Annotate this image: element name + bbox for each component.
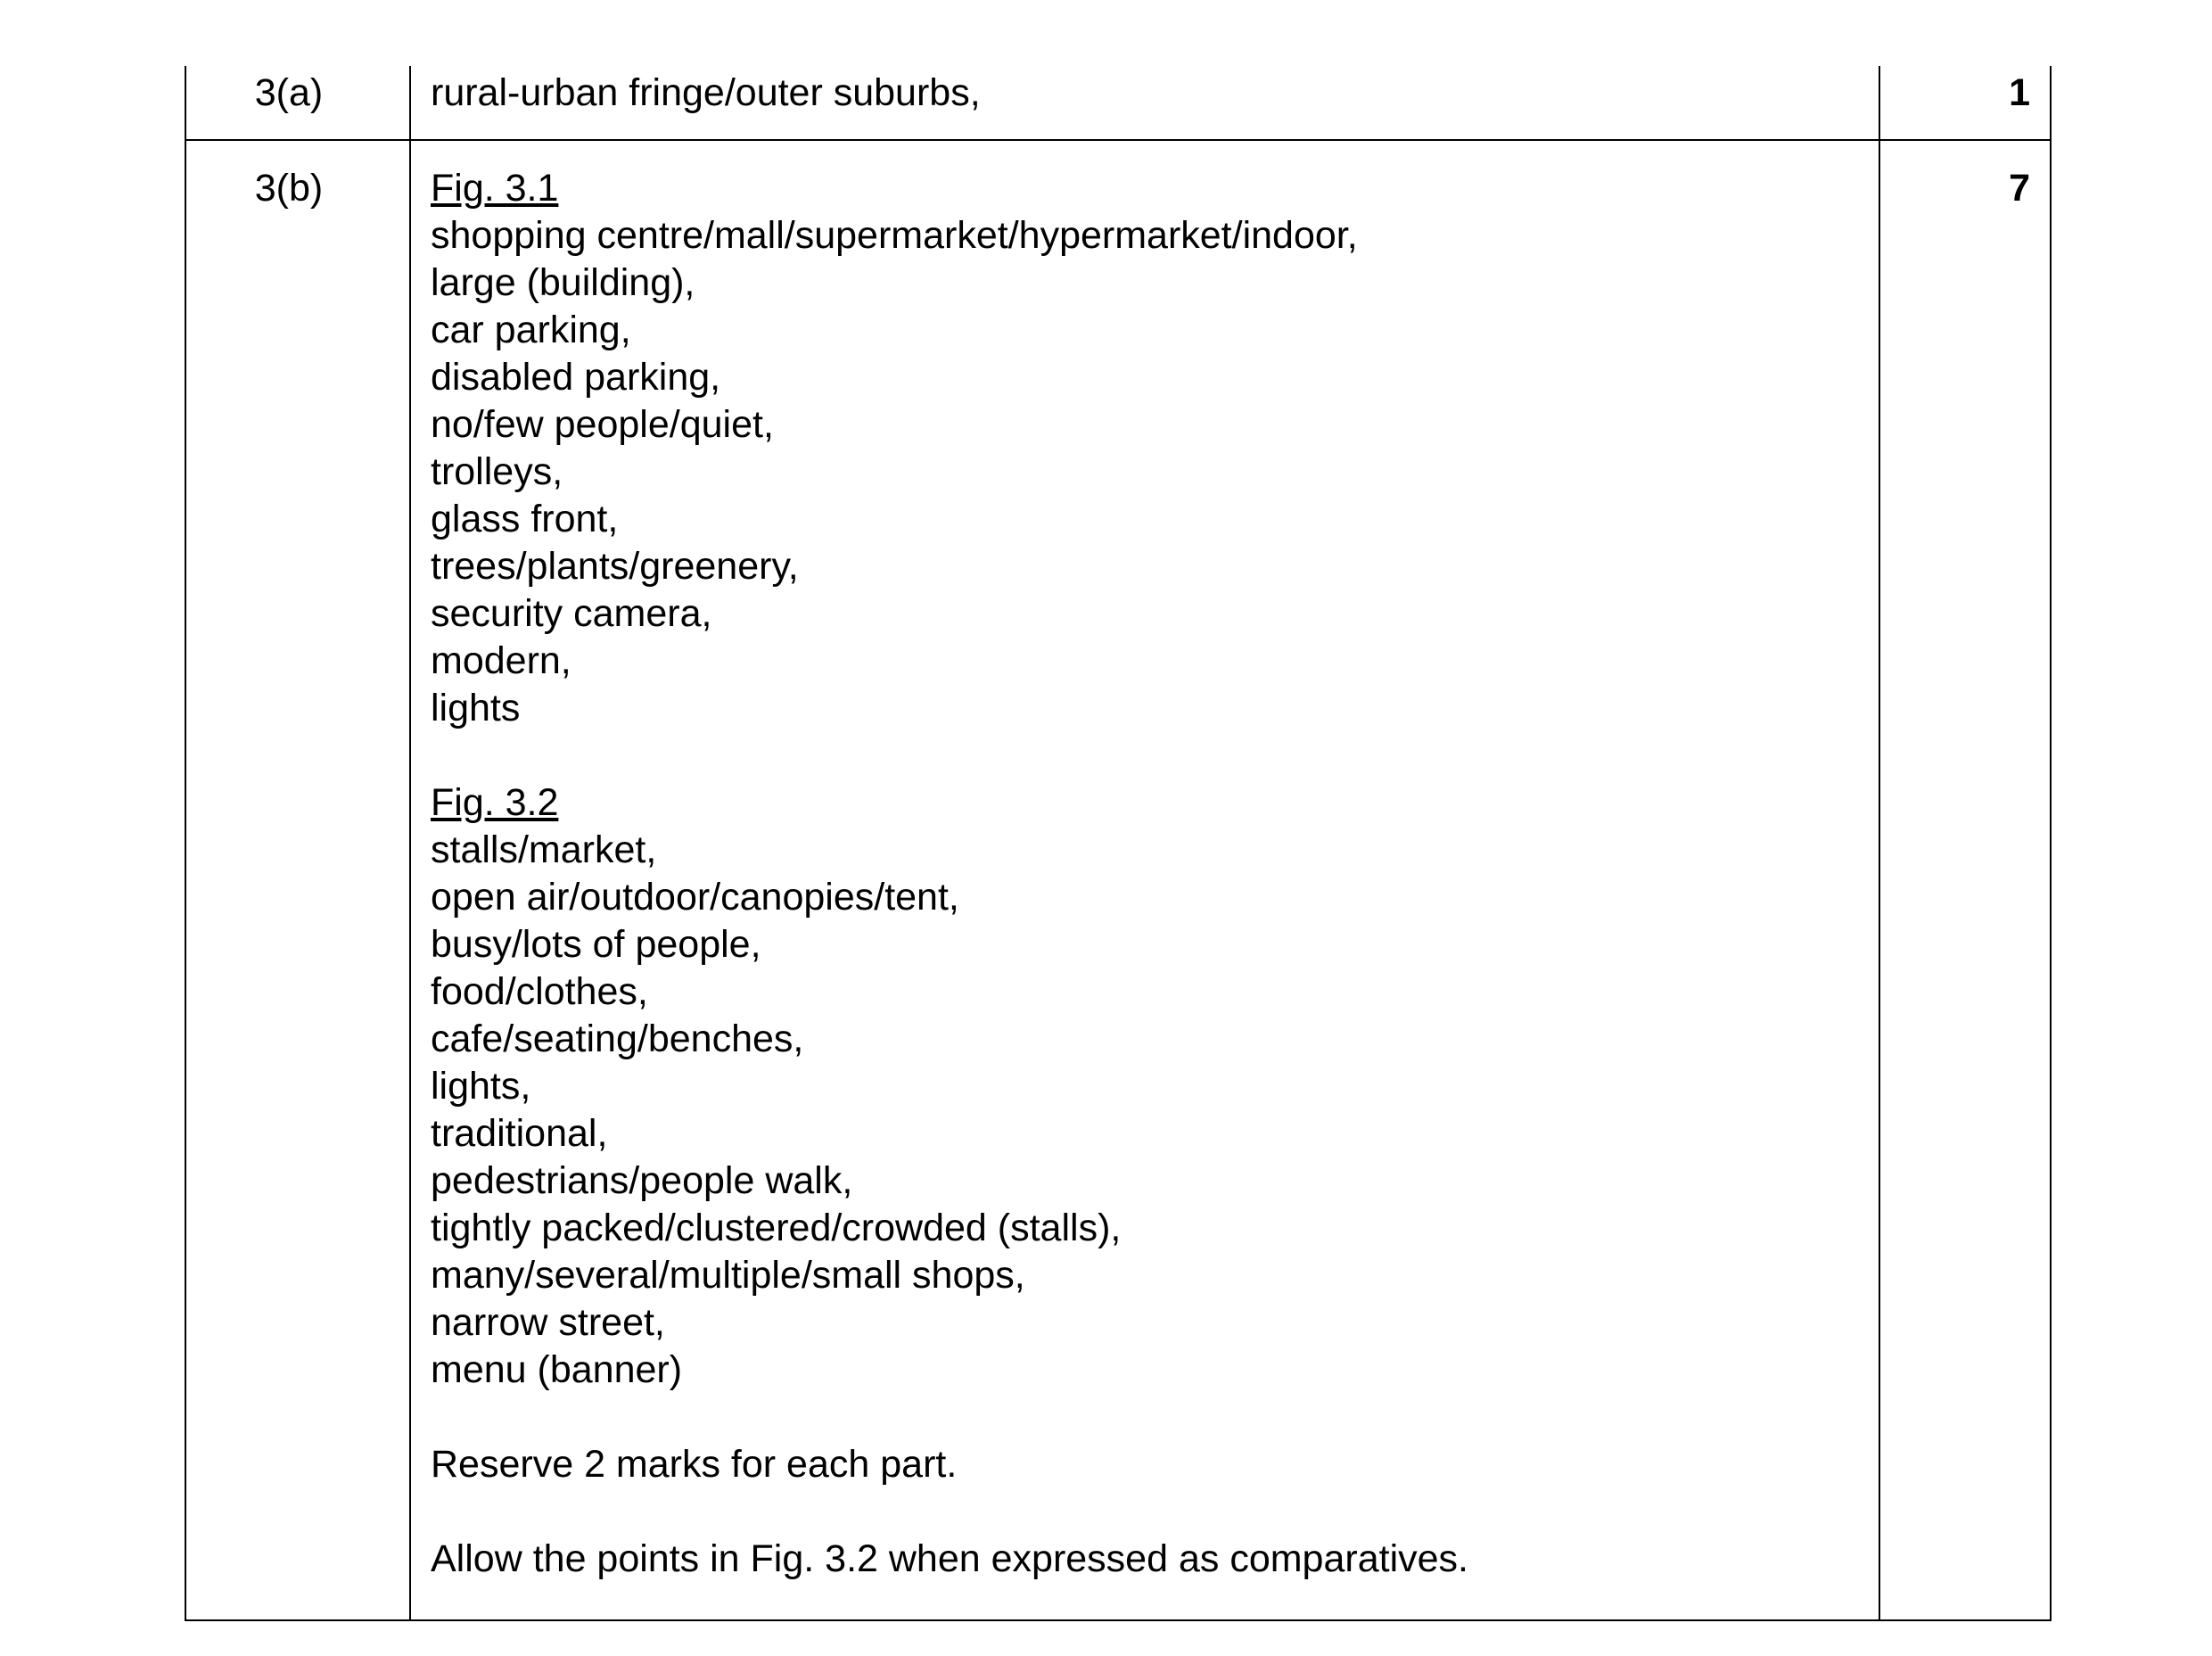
spacer xyxy=(431,1394,1861,1441)
answer-line: busy/lots of people, xyxy=(431,923,761,966)
answer-line: disabled parking, xyxy=(431,356,721,399)
answer-line: security camera, xyxy=(431,592,712,635)
fig-3-2-heading: Fig. 3.2 xyxy=(431,781,559,824)
spacer xyxy=(431,732,1861,779)
answer-line: narrow street, xyxy=(431,1301,665,1344)
answer-cell xyxy=(410,66,1879,140)
answer-line: trolleys, xyxy=(431,450,563,493)
answer-line: rural-urban fringe/outer suburbs, xyxy=(431,71,981,114)
answer-line: shopping centre/mall/supermarket/hypermarket/indoor, xyxy=(431,214,1358,257)
spacer xyxy=(431,1488,1861,1536)
answer-line: traditional, xyxy=(431,1112,608,1155)
answer-cell xyxy=(410,140,1879,1620)
table-row-3b xyxy=(185,140,2051,1620)
marking-note: Reserve 2 marks for each part. xyxy=(431,1443,958,1486)
marking-note: Allow the points in Fig. 3.2 when expressed as comparatives. xyxy=(431,1537,1468,1580)
answer-line: no/few people/quiet, xyxy=(431,403,774,446)
answer-line: modern, xyxy=(431,639,572,682)
answer-line: lights, xyxy=(431,1065,531,1108)
question-number: 3(a) xyxy=(185,66,410,140)
answer-line: menu (banner) xyxy=(431,1348,683,1391)
answer-line: open air/outdoor/canopies/tent, xyxy=(431,876,959,919)
table-row-3a xyxy=(185,66,2051,140)
answer-line: many/several/multiple/small shops, xyxy=(431,1254,1025,1297)
answer-line: glass front, xyxy=(431,498,619,540)
marks-value: 7 xyxy=(1879,140,2051,1620)
question-number: 3(b) xyxy=(185,140,410,1620)
answer-line: pedestrians/people walk, xyxy=(431,1159,853,1202)
answer-line: food/clothes, xyxy=(431,970,648,1013)
answer-line: tightly packed/clustered/crowded (stalls), xyxy=(431,1207,1122,1249)
answer-line: lights xyxy=(431,687,521,729)
answer-line: stalls/market, xyxy=(431,828,657,871)
answer-line: car parking, xyxy=(431,309,631,351)
answer-line: large (building), xyxy=(431,261,695,304)
mark-scheme-table xyxy=(185,66,2052,1621)
fig-3-1-heading: Fig. 3.1 xyxy=(431,167,559,210)
marks-value: 1 xyxy=(1879,66,2051,140)
answer-line: cafe/seating/benches, xyxy=(431,1017,804,1060)
answer-line: trees/plants/greenery, xyxy=(431,545,799,588)
